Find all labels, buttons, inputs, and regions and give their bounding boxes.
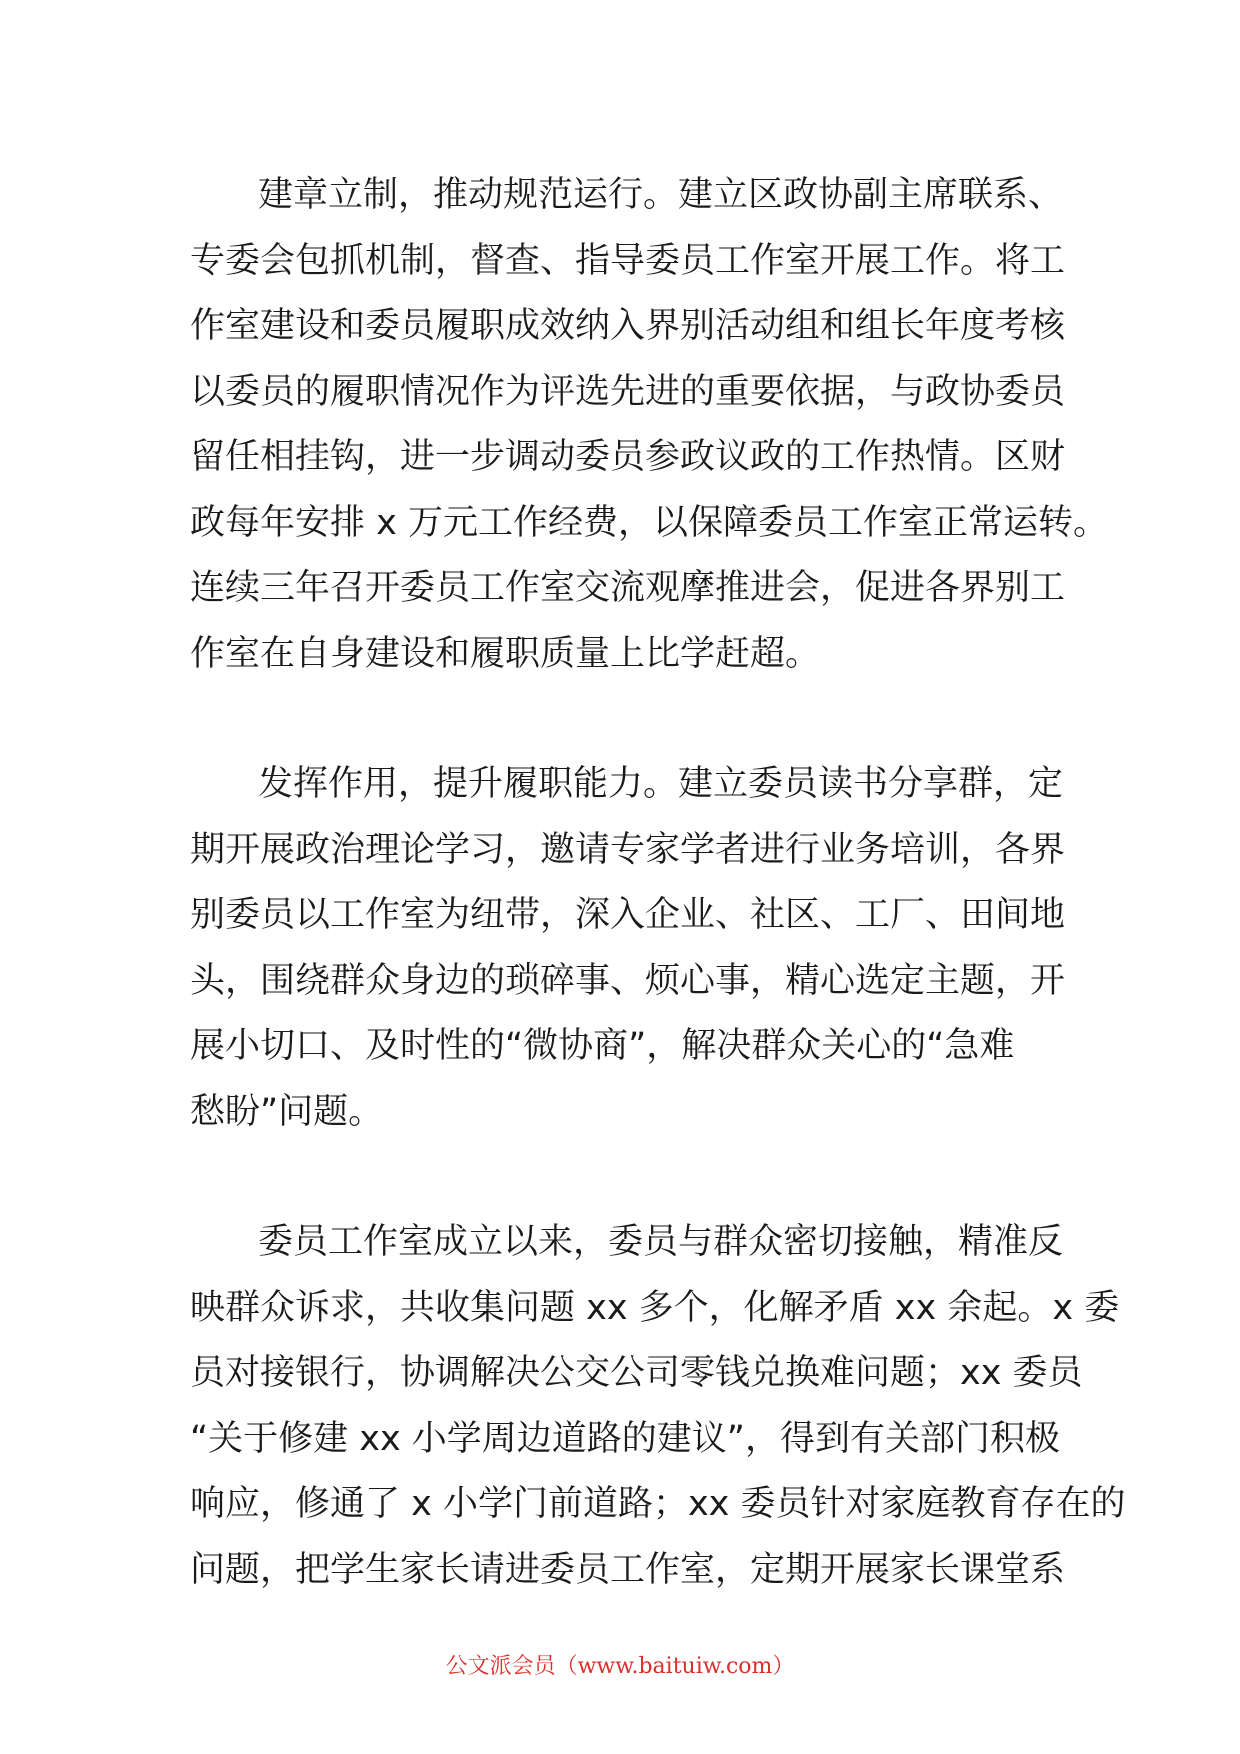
paragraph-line: 映群众诉求，共收集问题 xx 多个，化解矛盾 xx 余起。x 委 [190, 1287, 1120, 1328]
paragraph-line: 政每年安排 x 万元工作经费，以保障委员工作室正常运转。 [190, 502, 1108, 543]
paragraph-line: 作室在自身建设和履职质量上比学赶超。 [190, 633, 821, 674]
paragraph-line: 发挥作用，提升履职能力。建立委员读书分享群，定 [258, 764, 1064, 804]
paragraph-line: 响应，修通了 x 小学门前道路；xx 委员针对家庭教育存在的 [190, 1484, 1126, 1524]
paragraph-1 [190, 163, 1108, 687]
paragraph-line: 别委员以工作室为纽带，深入企业、社区、工厂、田间地 [190, 895, 1066, 935]
paragraph-line: 展小切口、及时性的“微协商”，解决群众关心的“急难 [190, 1026, 1015, 1066]
paragraph-line: 留任相挂钩，进一步调动委员参政议政的工作热情。区财 [190, 437, 1066, 477]
paragraph-line: 专委会包抓机制，督查、指导委员工作室开展工作。将工 [190, 240, 1066, 281]
footer-watermark: 公文派会员（www.baituiw.com） [445, 1654, 795, 1679]
paragraph-line: 头，围绕群众身边的琐碎事、烦心事，精心选定主题，开 [190, 960, 1066, 1001]
paragraph-line: 期开展政治理论学习，邀请专家学者进行业务培训，各界 [190, 829, 1066, 870]
paragraph-line: 建章立制，推动规范运行。建立区政协副主席联系、 [258, 175, 1064, 215]
paragraph-line: 员对接银行，协调解决公交公司零钱兑换难问题；xx 委员 [190, 1353, 1083, 1393]
paragraph-line: 作室建设和委员履职成效纳入界别活动组和组长年度考核 [190, 306, 1066, 346]
paragraph-2 [190, 752, 1066, 1145]
document-body [190, 163, 1126, 1603]
paragraph-line: 连续三年召开委员工作室交流观摩推进会，促进各界别工 [190, 568, 1066, 608]
paragraph-line: “关于修建 xx 小学周边道路的建议”，得到有关部门积极 [190, 1418, 1060, 1459]
paragraph-line: 委员工作室成立以来，委员与群众密切接触，精准反 [258, 1222, 1064, 1262]
paragraph-line: 以委员的履职情况作为评选先进的重要依据，与政协委员 [190, 371, 1066, 412]
paragraph-line: 愁盼”问题。 [190, 1091, 384, 1132]
paragraph-3 [190, 1210, 1126, 1603]
paragraph-line: 问题，把学生家长请进委员工作室，定期开展家长课堂系 [190, 1549, 1066, 1590]
